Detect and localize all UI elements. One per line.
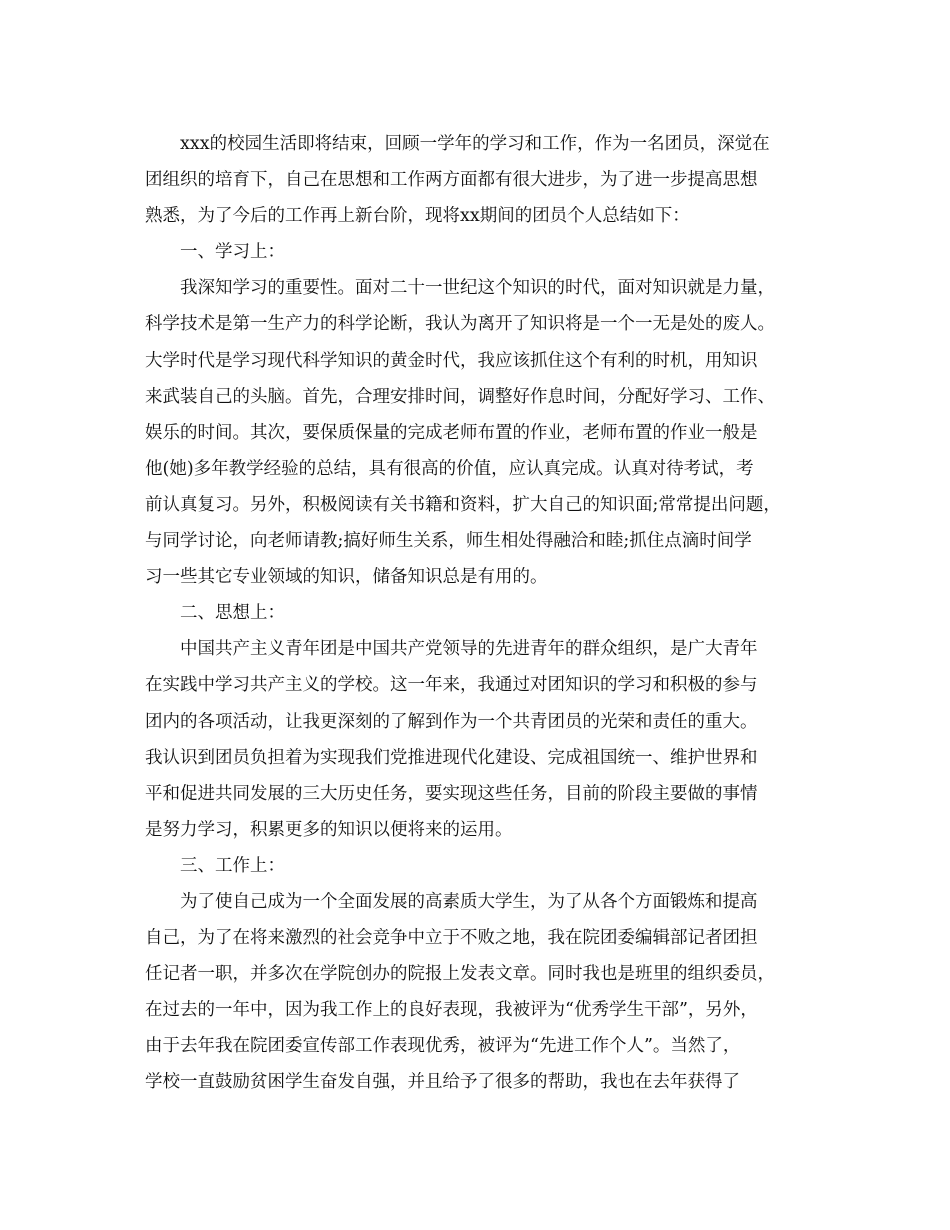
text-line: 大学时代是学习现代科学知识的黄金时代，我应该抓住这个有利的时机，用知识 (145, 350, 758, 371)
text-line: 我深知学习的重要性。面对二十一世纪这个知识的时代，面对知识就是力量， (180, 278, 775, 299)
text-line: 他(她)多年教学经验的总结，具有很高的价值，应认真完成。认真对待考试，考 (145, 458, 754, 479)
text-line: 自己，为了在将来激烈的社会竞争中立于不败之地，我在院团委编辑部记者团担 (145, 928, 758, 949)
text-line: 科学技术是第一生产力的科学论断，我认为离开了知识将是一个一无是处的废人。 (145, 314, 775, 335)
text-line: 来武装自己的头脑。首先，合理安排时间，调整好作息时间，分配好学习、工作、 (145, 386, 775, 407)
text-line: 我认识到团员负担着为实现我们党推进现代化建设、完成祖国统一、维护世界和 (145, 747, 758, 768)
text-line: 任记者一职，并多次在学院创办的院报上发表文章。同时我也是班里的组织委员， (145, 964, 775, 985)
text-line: 为了使自己成为一个全面发展的高素质大学生，为了从各个方面锻炼和提高 (180, 891, 758, 912)
text-line: 与同学讨论，向老师请教;搞好师生关系，师生相处得融洽和睦;抓住点滴时间学 (145, 531, 752, 552)
text-line: 中国共产主义青年团是中国共产党领导的先进青年的群众组织，是广大青年 (180, 639, 758, 660)
text-line: 团内的各项活动，让我更深刻的了解到作为一个共青团员的光荣和责任的重大。 (145, 711, 758, 732)
text-line: 由于去年我在院团委宣传部工作表现优秀，被评为“先进工作个人”。当然了， (145, 1036, 741, 1057)
section-heading-work: 三、工作上： (180, 855, 285, 876)
section-heading-study: 一、学习上： (180, 242, 285, 263)
text-line: 熟悉，为了今后的工作再上新台阶，现将xx期间的团员个人总结如下： (145, 206, 690, 227)
section-heading-thought: 二、思想上： (180, 603, 285, 624)
text-line: 在实践中学习共产主义的学校。这一年来，我通过对团知识的学习和积极的参与 (145, 675, 758, 696)
text-line: 娱乐的时间。其次，要保质保量的完成老师布置的作业，老师布置的作业一般是 (145, 422, 758, 443)
text-line: 学校一直鼓励贫困学生奋发自强，并且给予了很多的帮助，我也在去年获得了 (145, 1072, 740, 1093)
document-body (145, 126, 815, 1101)
text-line: 习一些其它专业领域的知识，储备知识总是有用的。 (145, 567, 548, 588)
text-line: 是努力学习，积累更多的知识以便将来的运用。 (145, 819, 513, 840)
text-line: 在过去的一年中，因为我工作上的良好表现，我被评为“优秀学生干部”，另外， (145, 1000, 758, 1021)
text-line: 前认真复习。另外，积极阅读有关书籍和资料，扩大自己的知识面;常常提出问题， (145, 494, 781, 515)
text-line: 平和促进共同发展的三大历史任务，要实现这些任务，目前的阶段主要做的事情 (145, 783, 758, 804)
text-line: 团组织的培育下，自己在思想和工作两方面都有很大进步，为了进一步提高思想 (145, 170, 758, 191)
text-line: xxx的校园生活即将结束，回顾一学年的学习和工作，作为一名团员，深觉在 (180, 134, 770, 154)
